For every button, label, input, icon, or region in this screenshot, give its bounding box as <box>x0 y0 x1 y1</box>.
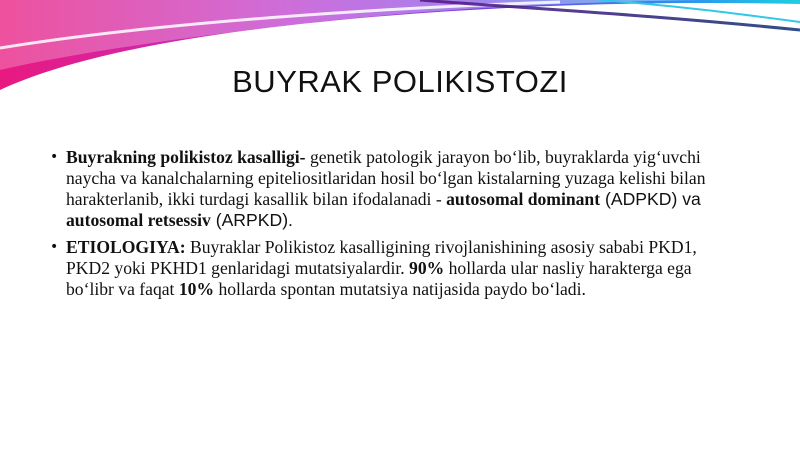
bullet-2-lead: ETIOLOGIYA: <box>66 237 186 257</box>
bullet-2-bold-90: 90% <box>409 258 445 278</box>
bullet-1-lead: Buyrakning polikistoz kasalligi- <box>66 147 306 167</box>
bullet-2-bold-10: 10% <box>178 279 215 299</box>
swoosh-band-light <box>0 0 700 70</box>
bullet-2-text-a: Buyraklar Polikistoz kasalligining rivojlanishining asosiy sababi PKD1, PKD2 yoki PKHD1 genlaridagi mutatsiyalardir. <box>66 237 697 278</box>
bullet-1-abbr-adpkd: (ADPKD) <box>600 189 678 209</box>
bullet-1-bold-dominant: autosomal dominant <box>446 189 601 209</box>
bullet-2-text-b: hollarda ular nasliy harakterga ega bo‘libr va faqat <box>66 258 692 299</box>
bullet-marker: • <box>50 239 59 255</box>
bullet-1-bold-retsessiv: autosomal retsessiv <box>66 210 211 230</box>
bullet-list <box>50 147 740 306</box>
bullet-1-text-b: va <box>677 189 701 209</box>
bullet-marker: • <box>50 149 59 165</box>
bullet-1-text-a: genetik patologik jarayon bo‘lib, buyraklarda yig‘uvchi naycha va kanalchalarning epiteliositlaridan hosil bo‘lgan kistalarning yuzaga kelishi bilan harakterlanib, ikki turdagi kasallik bilan ifodalanadi - <box>66 147 706 209</box>
bullet-item-definition <box>50 147 740 231</box>
bullet-item-etiology <box>50 237 740 300</box>
slide-title: BUYRAK POLIKISTOZI <box>232 64 568 99</box>
bullet-1-abbr-arpkd: (ARPKD). <box>210 210 293 230</box>
bullet-2-text-c: hollarda spontan mutatsiya natijasida paydo bo‘ladi. <box>214 279 586 299</box>
